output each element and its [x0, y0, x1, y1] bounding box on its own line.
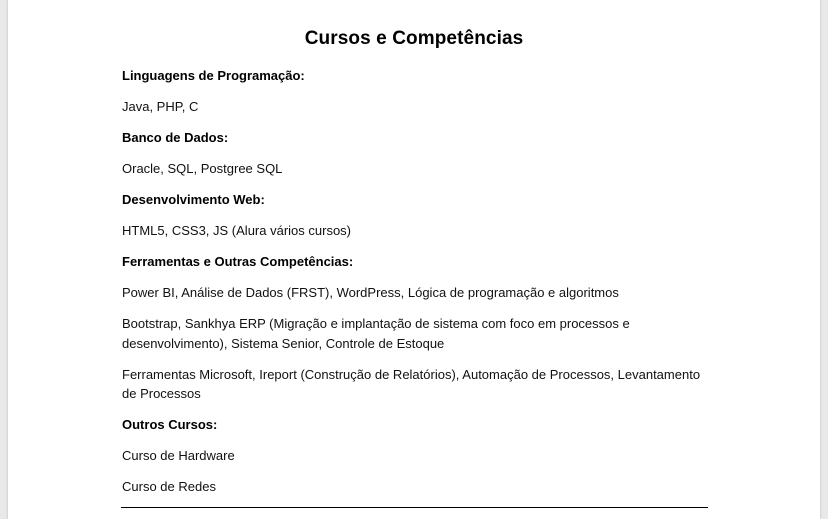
section-text-other-courses-2: Curso de Redes: [122, 479, 216, 494]
section-heading-databases: Banco de Dados:: [122, 130, 229, 145]
document-body: [122, 66, 712, 508]
document-title: Cursos e Competências: [304, 28, 524, 49]
section-text-tools-and-skills-1: Power BI, Análise de Dados (FRST), WordPress, Lógica de programação e algoritmos: [122, 285, 619, 300]
document-page: [8, 0, 820, 519]
section-heading-other-courses: Outros Cursos:: [122, 417, 218, 432]
section-heading-tools-and-skills: Ferramentas e Outras Competências:: [122, 254, 354, 269]
section-text-databases: Oracle, SQL, Postgree SQL: [122, 161, 283, 176]
section-text-programming-languages: Java, PHP, C: [122, 99, 199, 114]
section-heading-web-development: Desenvolvimento Web:: [122, 192, 265, 207]
section-text-web-development: HTML5, CSS3, JS (Alura vários cursos): [122, 223, 352, 238]
section-text-other-courses-1: Curso de Hardware: [122, 448, 235, 463]
section-text-tools-and-skills-2: Bootstrap, Sankhya ERP (Migração e implantação de sistema com foco em processos e desenvolvimento), Sistema Senior, Controle de Estoque: [122, 316, 630, 351]
section-heading-programming-languages: Linguagens de Programação:: [122, 68, 305, 83]
section-text-tools-and-skills-3: Ferramentas Microsoft, Ireport (Construção de Relatórios), Automação de Processos, Levantamento de Processos: [122, 366, 701, 401]
horizontal-rule: [121, 507, 708, 508]
